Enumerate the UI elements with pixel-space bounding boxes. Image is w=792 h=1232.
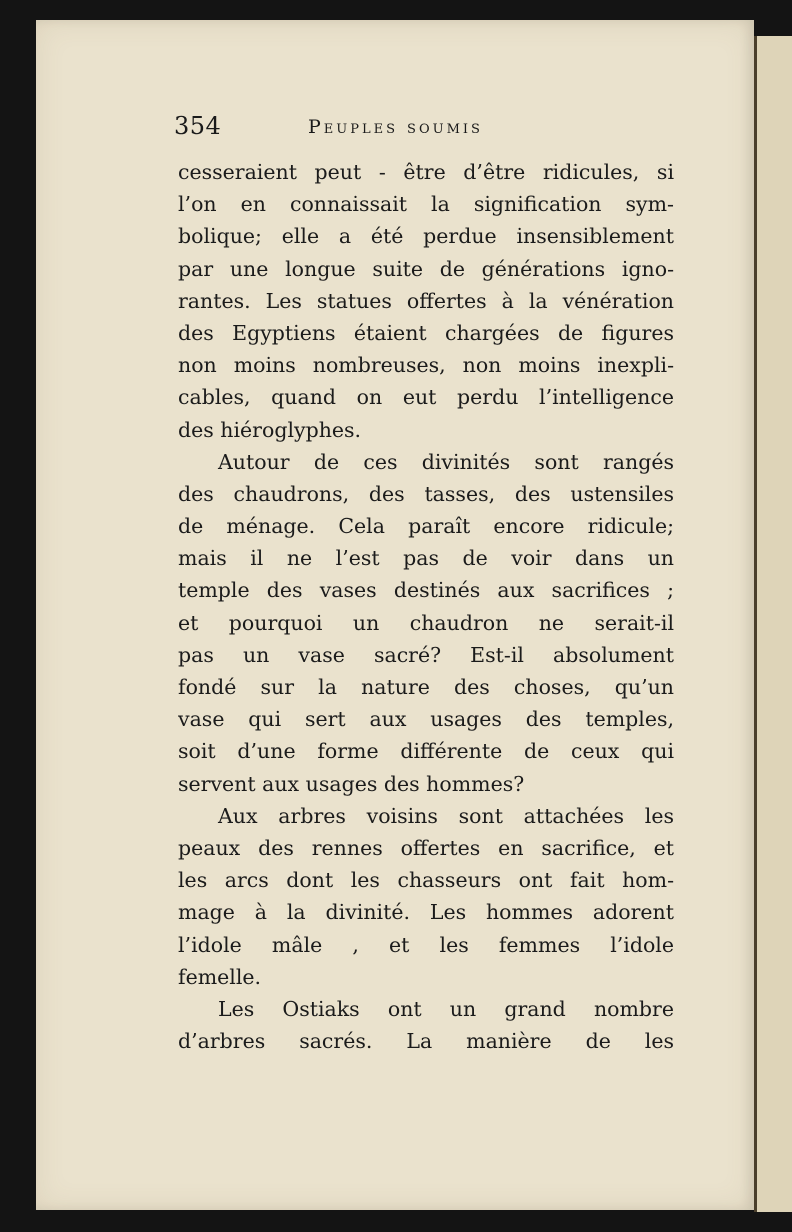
text-line: et pourquoi un chaudron ne serait-il xyxy=(178,610,674,635)
body-text xyxy=(178,156,674,1057)
text-line: mais il ne l’est pas de voir dans un xyxy=(178,546,674,571)
text-line: non moins nombreuses, non moins inexpli- xyxy=(178,353,674,378)
text-line: pas un vase sacré? Est-il absolument xyxy=(178,642,674,667)
text-line: temple des vases destinés aux sacrifices ; xyxy=(178,578,674,603)
text-line: des hiéroglyphes. xyxy=(178,417,362,442)
next-page-edge xyxy=(754,36,792,1212)
text-line: soit d’une forme différente de ceux qui xyxy=(178,739,674,764)
page-header xyxy=(174,112,674,144)
text-line: des chaudrons, des tasses, des ustensiles xyxy=(178,481,674,506)
text-line: d’arbres sacrés. La manière de les xyxy=(178,1029,674,1054)
text-line: par une longue suite de générations igno- xyxy=(178,256,674,281)
page-number: 354 xyxy=(174,112,222,140)
text-line: cables, quand on eut perdu l’intelligence xyxy=(178,385,674,410)
text-line: l’on en connaissait la signification sym- xyxy=(178,192,674,217)
text-line: de ménage. Cela paraît encore ridicule; xyxy=(178,514,674,539)
running-head: Peuples soumis xyxy=(308,116,483,138)
text-line: vase qui sert aux usages des temples, xyxy=(178,707,674,732)
text-line: les arcs dont les chasseurs ont fait hom- xyxy=(178,868,674,893)
text-line: rantes. Les statues offertes à la vénération xyxy=(178,288,674,313)
text-line: Autour de ces divinités sont rangés xyxy=(218,449,674,474)
text-line: Aux arbres voisins sont attachées les xyxy=(218,803,674,828)
text-line: peaux des rennes offertes en sacrifice, et xyxy=(178,835,674,860)
text-line: Les Ostiaks ont un grand nombre xyxy=(218,996,674,1021)
text-line: servent aux usages des hommes? xyxy=(178,771,525,796)
text-line: mage à la divinité. Les hommes adorent xyxy=(178,900,674,925)
text-line: l’idole mâle , et les femmes l’idole xyxy=(178,932,674,957)
text-line: bolique; elle a été perdue insensiblement xyxy=(178,224,674,249)
text-line: des Egyptiens étaient chargées de figures xyxy=(178,320,674,345)
text-line: femelle. xyxy=(178,964,262,989)
text-line: fondé sur la nature des choses, qu’un xyxy=(178,675,674,699)
text-line: cesseraient peut - être d’être ridicules, si xyxy=(178,160,674,184)
